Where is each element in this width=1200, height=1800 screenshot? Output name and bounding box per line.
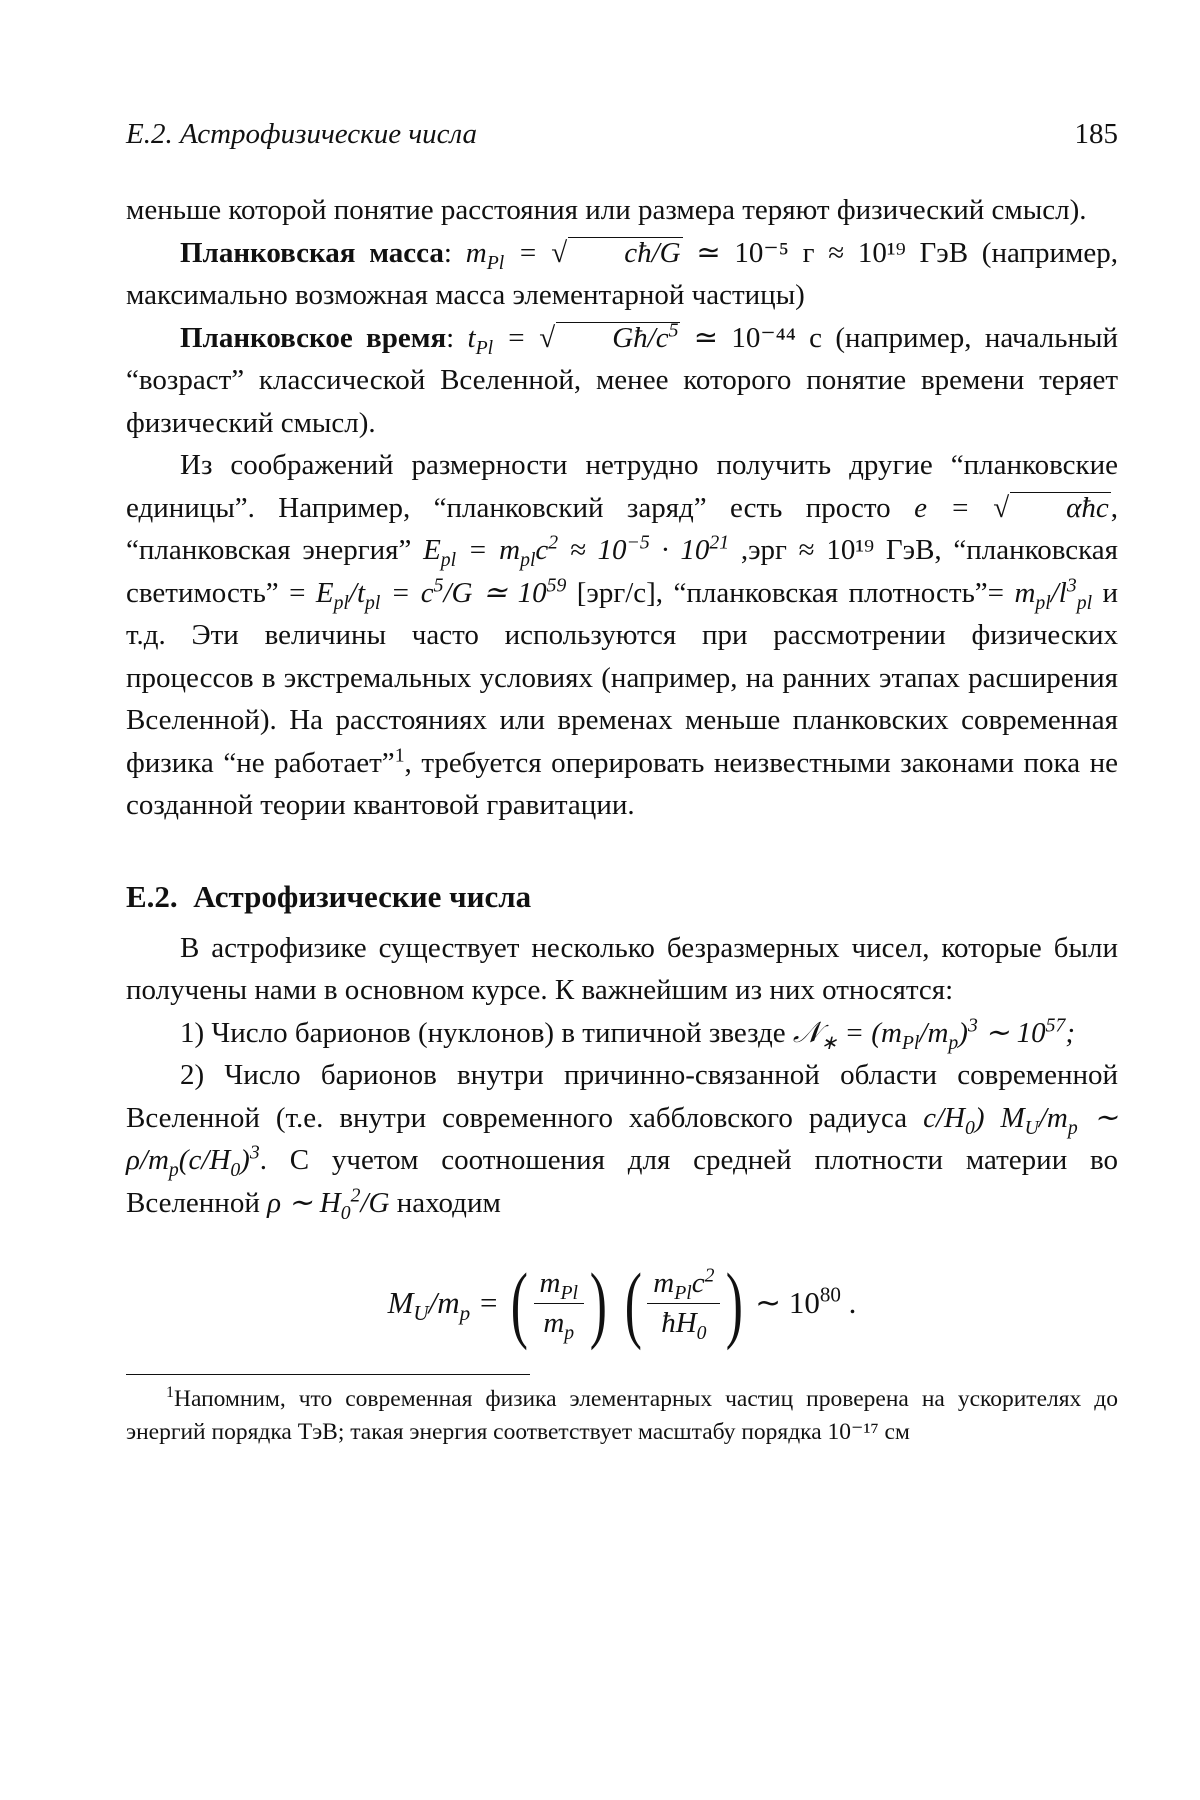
planck-density-formula: $m_{pl}/l^3_{pl}$ — [1014, 573, 1093, 614]
right-paren-2: ) — [726, 1255, 744, 1351]
section-heading — [126, 879, 1118, 915]
page — [126, 118, 1118, 1449]
running-head — [126, 118, 1118, 151]
units-text-4: [эрг/с], “планковская плотность”= — [566, 576, 1015, 609]
right-paren: ) — [589, 1255, 607, 1351]
left-paren: ( — [510, 1255, 528, 1351]
planck-mass-formula: $m_{Pl}$ = √ cħ/G — [465, 236, 681, 274]
astro-item-2-text-c: находим — [389, 1186, 501, 1219]
page-number: 185 — [1074, 118, 1118, 150]
astro-item-1 — [126, 1012, 1118, 1055]
units-text-6: , требуется оперировать неизвестными законами пока не созданной теории квантовой гравитации. — [126, 746, 1118, 821]
fraction-energy-ratio: $\frac{m_{Pl}c^2}{ħH_0}$ — [647, 1267, 720, 1340]
planck-time-label: Планковское время — [180, 321, 447, 354]
units-text-2: , “планковская энергия” — [126, 491, 1119, 566]
fraction-mass-ratio: $\frac{m_{Pl}}{m_p}$ — [534, 1267, 584, 1340]
star-baryons-formula: 𝒩$_∗$ = $(m_{Pl}/m_p)^3$ ∼ $10^{57}$; — [792, 1013, 1075, 1054]
left-paren-2: ( — [624, 1255, 642, 1351]
astro-item-2 — [126, 1054, 1118, 1224]
footnote-marker: 1 — [166, 1384, 174, 1402]
planck-units-paragraph — [126, 444, 1118, 827]
planck-mass-paragraph: Планковская масса: $m_{Pl}$ = √ cħ/G ≃ 10⁻⁵ г ≈ 10¹⁹ ГэВ (например, максимально возможная масса элементарной частицы) — [126, 236, 1118, 311]
footnote-text: Напомним, что современная физика элементарных частиц проверена на ускорителях до энергий порядка ТэВ; такая энергия соответствует масштабу порядка 10⁻¹⁷ см — [126, 1386, 1118, 1445]
footnote — [126, 1383, 1118, 1449]
intro-paragraph: меньше которой понятие расстояния или размера теряют физический смысл). — [126, 194, 1087, 226]
astro-item-2-text-b: . С учетом соотношения для средней плотности материи во Вселенной — [126, 1144, 1118, 1219]
planck-mass-value: ≃ 10⁻⁵ г ≈ 10¹⁹ ГэВ (например, максимально возможная масса элементарной частицы) — [126, 236, 1118, 311]
planck-time-paragraph: Планковское время: $t_{Pl}$ = √ $Għ/c^5$ ≃ 10⁻⁴⁴ с (например, начальный “возраст” классической Вселенной, менее которого понятие времени теряет физический смысл). — [126, 318, 1118, 439]
section-number: E.2. — [126, 878, 178, 914]
planck-energy-formula: $E_{pl} = m_{pl}c^2 \approx 10^{-5} \cdot 10^{21}$ — [423, 531, 730, 571]
running-head-title: E.2. Астрофизические числа — [126, 118, 478, 150]
planck-charge-formula: e = √ αħc — [914, 491, 1109, 524]
section-title: Астрофизические числа — [193, 878, 532, 914]
planck-luminosity-formula: $E_{pl}/t_{pl} = c^5/G$ ≃ $10^{59}$ — [315, 573, 567, 614]
planck-mass-label: Планковская масса — [180, 236, 444, 269]
planck-time-value: ≃ 10⁻⁴⁴ с (например, начальный “возраст” классической Вселенной, менее которого понятие времени теряет физический смысл). — [126, 321, 1118, 439]
hubble-radius-formula: $c/H_0$) $M_U/m_p$ ∼ $\rho/m_p(c/H_0)^3$ — [126, 1101, 1118, 1181]
equation-rhs: ∼ $10^{80}$ . — [755, 1282, 857, 1320]
density-formula: ρ ∼ $H_0^2/G$ — [267, 1183, 390, 1224]
astro-item-2-text-a: 2) Число барионов внутри причинно-связанной области современной Вселенной (т.е. внутри современного хаббловского радиуса — [126, 1059, 1118, 1134]
equation-lhs: $M_U/m_p$ = — [387, 1285, 499, 1326]
footnote-reference: 1 — [394, 743, 405, 766]
units-text-5: и т.д. Эти величины часто используются при рассмотрении физических процессов в экстремальных условиях (например, на ранних этапах расширения Вселенной). На расстояниях или временах меньше планковских современная физика “не работает” — [126, 576, 1118, 779]
planck-time-formula: $t_{Pl}$ = √ $Għ/c^5$ — [467, 318, 679, 359]
astro-intro-paragraph: В астрофизике существует несколько безразмерных чисел, которые были получены нами в основном курсе. К важнейшим из них относятся: — [126, 931, 1118, 1006]
astro-item-1-text: 1) Число барионов (нуклонов) в типичной звезде — [180, 1016, 786, 1049]
units-text-3: ,эрг ≈ 10¹⁹ ГэВ, “планковская светимость” = — [126, 534, 1119, 609]
units-text-1: Из соображений размерности нетрудно получить другие “планковские единицы”. Например, “планковский заряд” есть просто — [126, 449, 1118, 524]
footnote-rule — [126, 1374, 530, 1375]
universe-baryons-equation — [126, 1255, 1118, 1351]
